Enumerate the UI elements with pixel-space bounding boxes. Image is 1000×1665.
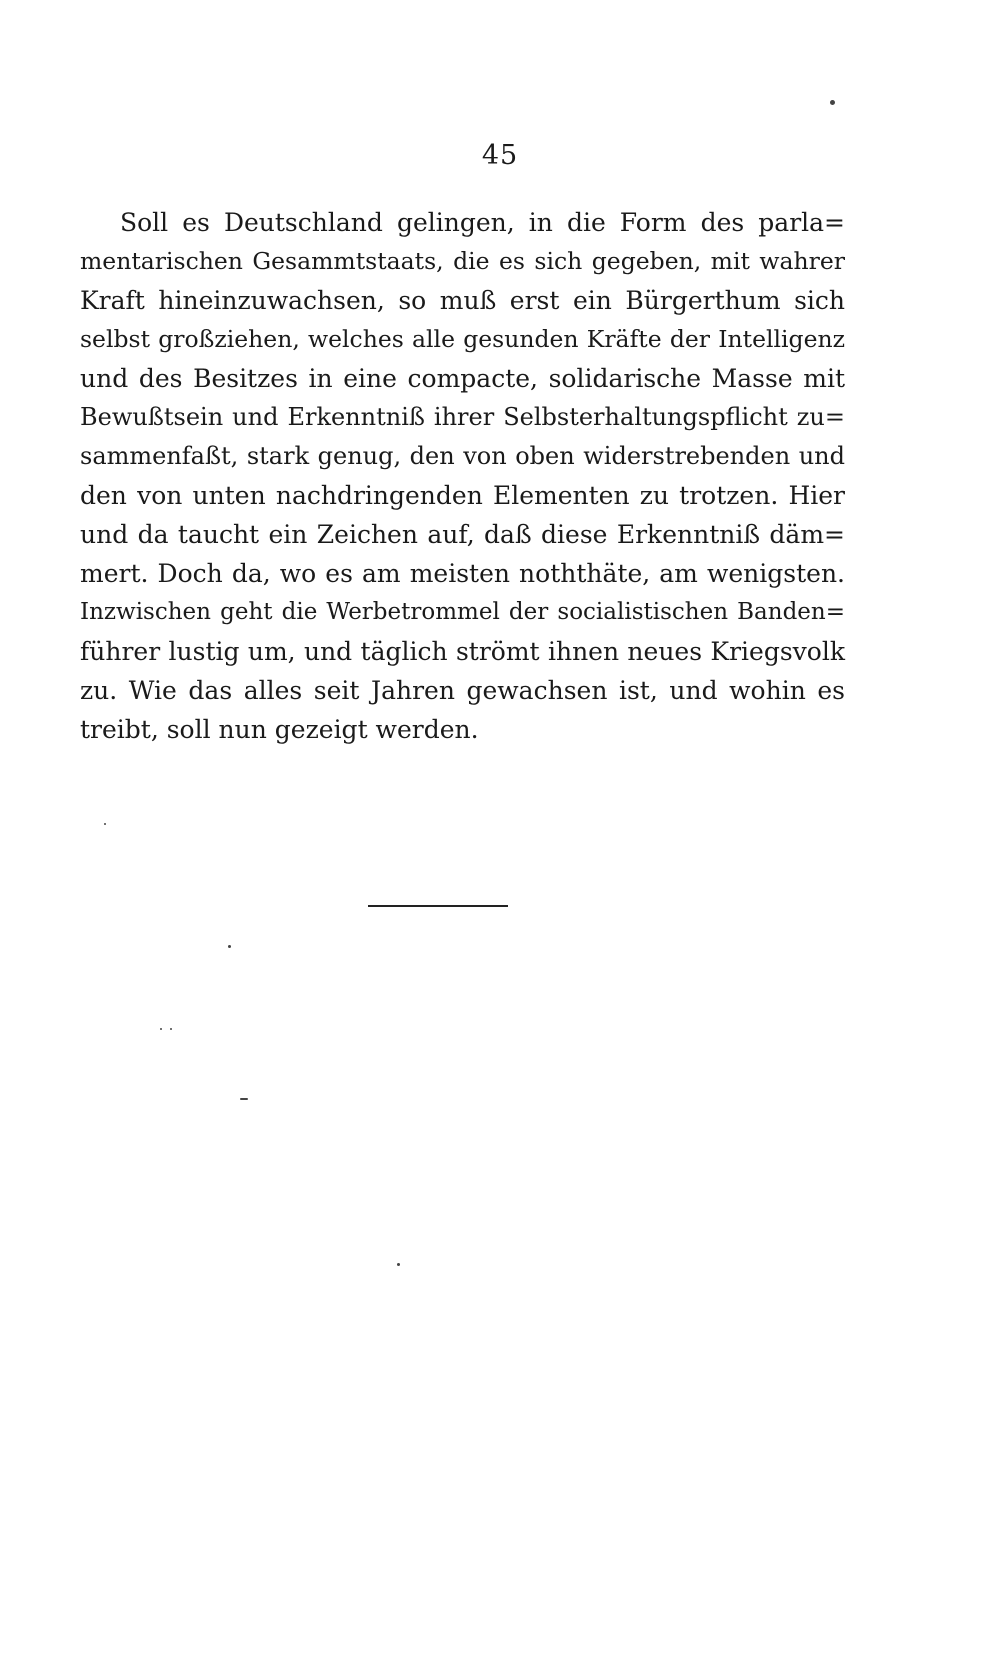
page-number: 45 bbox=[481, 140, 519, 171]
body-paragraph bbox=[80, 203, 845, 749]
text-line: treibt, soll nun gezeigt werden. bbox=[80, 715, 479, 744]
scan-speck bbox=[104, 823, 106, 825]
scan-speck bbox=[240, 1098, 248, 1100]
text-line: Kraft hineinzuwachsen, so muß erst ein Bürgerthum sich bbox=[80, 286, 845, 315]
text-line: den von unten nachdringenden Elementen zu trotzen. Hier bbox=[80, 481, 845, 510]
scan-speck bbox=[170, 1028, 172, 1030]
scan-speck bbox=[160, 1028, 162, 1030]
text-line: Bewußtsein und Erkenntniß ihrer Selbsterhaltungspflicht zu= bbox=[80, 403, 845, 431]
text-line: Soll es Deutschland gelingen, in die Form des parla= bbox=[120, 208, 845, 237]
text-line: und da taucht ein Zeichen auf, daß diese Erkenntniß däm= bbox=[80, 520, 845, 549]
scan-speck bbox=[397, 1263, 400, 1266]
text-line: selbst großziehen, welches alle gesunden Kräfte der Intelligenz bbox=[80, 325, 845, 353]
text-line: Inzwischen geht die Werbetrommel der socialistischen Banden= bbox=[80, 599, 845, 625]
scan-speck bbox=[830, 100, 835, 105]
scan-speck bbox=[228, 945, 231, 948]
text-line: und des Besitzes in eine compacte, solidarische Masse mit bbox=[80, 364, 845, 393]
text-line: mert. Doch da, wo es am meisten noththäte, am wenigsten. bbox=[80, 559, 845, 588]
text-line: sammenfaßt, stark genug, den von oben widerstrebenden und bbox=[80, 442, 845, 470]
section-divider bbox=[368, 905, 508, 907]
text-line: mentarischen Gesammtstaats, die es sich gegeben, mit wahrer bbox=[80, 247, 845, 275]
text-line: führer lustig um, und täglich strömt ihnen neues Kriegsvolk bbox=[80, 637, 845, 666]
text-line: zu. Wie das alles seit Jahren gewachsen ist, und wohin es bbox=[80, 676, 845, 705]
